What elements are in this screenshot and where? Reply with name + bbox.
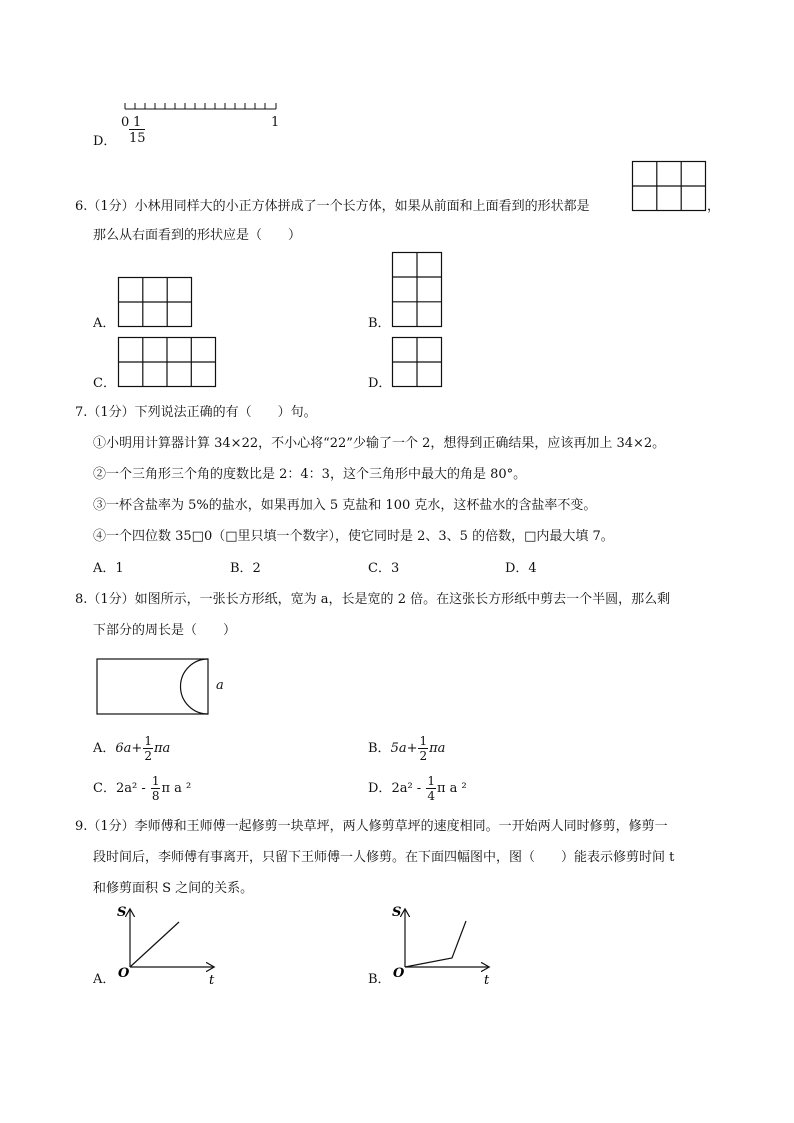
q8-option-c-num: 1 bbox=[151, 774, 160, 788]
q9-graph-a[interactable] bbox=[115, 902, 225, 987]
q8-stem-line2: 下部分的周长是（ ） bbox=[93, 623, 237, 638]
q9-graph-b-origin: O bbox=[393, 966, 405, 981]
q8-option-a-label: A． bbox=[93, 741, 116, 756]
ruler-fraction-bar bbox=[129, 129, 145, 130]
q6-option-c-label[interactable]: C． bbox=[93, 376, 116, 391]
q8-option-c-label: C． bbox=[93, 781, 116, 796]
q8-figure-label: a bbox=[216, 678, 224, 693]
q9-graph-a-origin: O bbox=[118, 966, 130, 981]
q8-option-c[interactable] bbox=[93, 775, 191, 802]
q8-option-d-post: π a ² bbox=[436, 781, 467, 796]
q8-option-a-den: 2 bbox=[144, 749, 152, 763]
q7-statement-2: ②一个三角形三个角的度数比是 2：4：3，这个三角形中最大的角是 80°。 bbox=[93, 467, 527, 482]
q8-option-d-label: D． bbox=[368, 781, 392, 796]
q9-graph-b-y-axis: S bbox=[392, 905, 402, 920]
q8-option-a-fraction bbox=[143, 735, 153, 762]
q8-option-a-pre: 6a+ bbox=[115, 741, 143, 756]
q9-graph-a-label[interactable]: A． bbox=[93, 972, 116, 987]
q8-option-a-num: 1 bbox=[144, 734, 152, 748]
q6-option-b-shape[interactable] bbox=[392, 252, 443, 328]
q7-statement-4: ④一个四位数 35□0（□里只填一个数字），使它同时是 2、3、5 的倍数，□内最大填 7。 bbox=[93, 529, 614, 544]
q6-reference-shape bbox=[632, 161, 707, 212]
q9-stem-line1: 9.（1分）李师傅和王师傅一起修剪一块草坪，两人修剪草坪的速度相同。一开始两人同时修剪，修剪一 bbox=[75, 819, 668, 834]
q8-option-c-post: π a ² bbox=[161, 781, 192, 796]
q6-option-d-shape[interactable] bbox=[392, 337, 443, 388]
q8-option-c-fraction bbox=[151, 775, 161, 802]
q7-choice-a[interactable]: A．1 bbox=[93, 561, 124, 576]
q8-option-b-pre: 5a+ bbox=[390, 741, 418, 756]
q9-graph-b-label[interactable]: B． bbox=[368, 972, 391, 987]
q7-choice-c[interactable]: C．3 bbox=[368, 561, 400, 576]
q8-stem-line1: 8.（1分）如图所示，一张长方形纸，宽为 a，长是宽的 2 倍。在这张长方形纸中剪去一个半圆，那么剩 bbox=[75, 592, 671, 607]
q6-option-d-label[interactable]: D． bbox=[368, 376, 392, 391]
q8-option-d-num: 1 bbox=[427, 774, 435, 788]
q6-option-c-shape[interactable] bbox=[118, 337, 217, 388]
q7-choice-b[interactable]: B．2 bbox=[230, 561, 261, 576]
ruler-end-label: 1 bbox=[271, 115, 280, 130]
q8-option-a-post: πa bbox=[153, 741, 171, 756]
q9-graph-b-x-axis: t bbox=[484, 973, 490, 988]
ruler-fraction-numerator: 1 bbox=[133, 115, 142, 130]
q8-option-d-den: 4 bbox=[427, 789, 435, 803]
ruler-fraction-denominator: 15 bbox=[129, 131, 146, 146]
q9-graph-a-x-axis: t bbox=[209, 973, 215, 988]
q6-option-a-shape[interactable] bbox=[118, 277, 193, 328]
q7-statement-3: ③一杯含盐率为 5%的盐水，如果再加入 5 克盐和 100 克水，这杯盐水的含盐率不变。 bbox=[93, 498, 597, 513]
q7-choice-d[interactable]: D．4 bbox=[505, 561, 537, 576]
q8-option-c-pre: 2a² - bbox=[115, 781, 150, 796]
q8-option-b[interactable] bbox=[368, 735, 445, 762]
q8-option-b-fraction bbox=[418, 735, 428, 762]
q6-option-a-label[interactable]: A． bbox=[93, 316, 116, 331]
q6-option-b-label[interactable]: B． bbox=[368, 316, 391, 331]
q8-option-d-pre: 2a² - bbox=[391, 781, 426, 796]
q8-option-d-fraction bbox=[426, 775, 436, 802]
q8-option-d[interactable] bbox=[368, 775, 467, 802]
q9-graph-a-y-axis: S bbox=[117, 905, 127, 920]
q8-option-c-den: 8 bbox=[151, 789, 160, 803]
q6-stem-line2: 那么从右面看到的形状应是（ ） bbox=[93, 228, 302, 243]
q6-stem-line1: 6.（1分）小林用同样大的小正方体拼成了一个长方体，如果从前面和上面看到的形状都是 bbox=[75, 199, 590, 214]
q8-option-a[interactable] bbox=[93, 735, 170, 762]
q9-graph-b[interactable] bbox=[390, 902, 500, 987]
q7-statement-1: ①小明用计算器计算 34×22，不小心将“22”少输了一个 2，想得到正确结果，应该再加上 34×2。 bbox=[93, 436, 666, 451]
q8-option-b-label: B． bbox=[368, 741, 391, 756]
q9-stem-line3: 和修剪面积 S 之间的关系。 bbox=[93, 881, 254, 896]
ruler-zero-label: 0 bbox=[121, 115, 130, 130]
q8-option-b-num: 1 bbox=[419, 734, 428, 748]
q8-rectangle-figure bbox=[96, 658, 212, 716]
q6-stem-line1-end: ， bbox=[707, 199, 721, 214]
q9-stem-line2: 段时间后，李师傅有事离开，只留下王师傅一人修剪。在下面四幅图中，图（ ）能表示修剪时间 t bbox=[93, 850, 675, 865]
q8-option-b-post: πa bbox=[429, 741, 446, 756]
q5-option-d-label: D． bbox=[93, 134, 117, 149]
q7-stem: 7.（1分）下列说法正确的有（ ）句。 bbox=[75, 405, 317, 420]
q8-option-b-den: 2 bbox=[419, 749, 428, 763]
